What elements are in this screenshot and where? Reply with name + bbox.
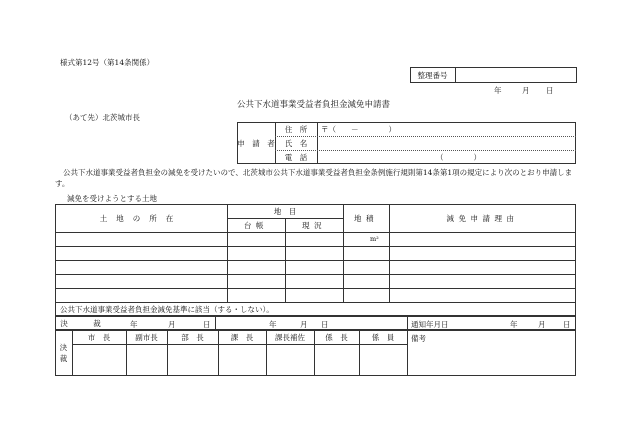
approval-col-department-head: 部 長	[181, 332, 204, 342]
area-unit: m²	[370, 235, 379, 243]
reference-number-field[interactable]	[456, 67, 576, 83]
notice-date-label: 通知年月日	[411, 320, 449, 329]
reference-number-label: 整理番号	[417, 70, 448, 80]
date-year: 年	[494, 86, 502, 95]
land-category-header: 地 目	[273, 206, 297, 216]
addressee: （あて先）北茨城市長	[65, 113, 140, 122]
second-date-day: 日	[321, 320, 329, 329]
remarks-label: 備考	[411, 334, 426, 343]
approval-col-unit-chief: 係 長	[325, 332, 348, 342]
criteria-text: 公共下水道事業受益者負担金減免基準に該当（する・しない）。	[60, 305, 274, 314]
second-date-year: 年	[269, 320, 277, 329]
approval-col-assistant-section-head: 課長補佐	[275, 332, 305, 342]
address-field[interactable]: 〒（ － ）	[321, 125, 396, 134]
exemption-reason-header: 減免申請理由	[446, 213, 519, 223]
second-date-month: 月	[300, 320, 308, 329]
decision-month: 月	[168, 320, 176, 329]
actual-header: 現況	[302, 220, 326, 230]
date-month: 月	[522, 86, 530, 95]
approval-col-mayor: 市 長	[87, 332, 111, 342]
applicant-label: 申 請 者	[237, 138, 275, 148]
phone-label: 電 話	[284, 152, 308, 162]
notice-year: 年	[510, 320, 518, 329]
document-title: 公共下水道事業受益者負担金減免申請書	[237, 100, 391, 110]
ledger-header: 台帳	[244, 220, 268, 230]
application-statement: 公共下水道事業受益者負担金の減免を受けたいので、北茨城市公共下水道事業受益者負担金条例施行規則第14条第1項の規定により次のとおり申請します。	[55, 168, 573, 188]
land-area-header: 地積	[354, 213, 378, 223]
decision-year: 年	[130, 320, 138, 329]
name-label: 氏 名	[284, 138, 308, 148]
notice-month: 月	[538, 320, 546, 329]
approval-label: 決裁	[59, 343, 68, 363]
section-title: 減免を受けようとする土地	[67, 194, 157, 203]
decision-label: 決 裁	[60, 318, 110, 328]
phone-field[interactable]: （ ）	[436, 153, 481, 162]
approval-col-deputy-mayor: 副市長	[135, 332, 158, 342]
address-label: 住 所	[284, 124, 308, 134]
land-location-header: 土地の所在	[99, 213, 183, 223]
date-day: 日	[546, 86, 554, 95]
notice-day: 日	[563, 320, 571, 329]
form-number: 様式第12号（第14条関係）	[60, 58, 155, 67]
approval-col-section-head: 課 長	[230, 332, 254, 342]
approval-col-staff: 係 員	[371, 332, 395, 342]
name-field[interactable]	[322, 139, 572, 149]
decision-day: 日	[203, 320, 211, 329]
